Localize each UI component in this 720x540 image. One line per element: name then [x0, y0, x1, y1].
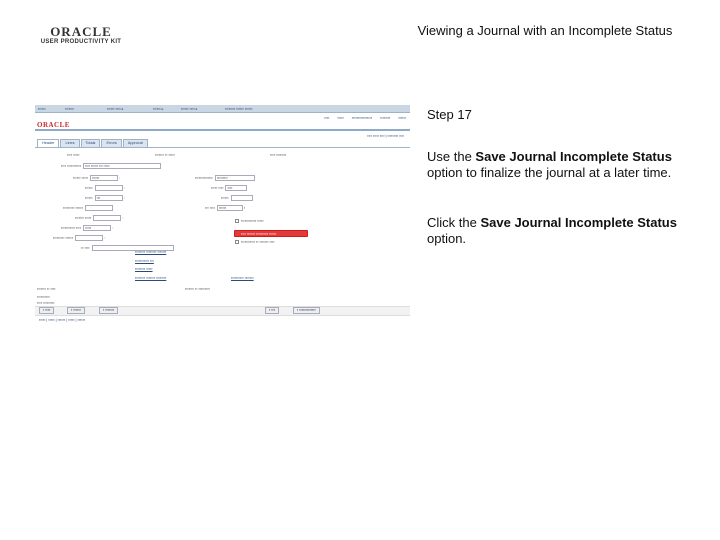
screenshot-add-button: ▪ ▪▪▪ [265, 307, 279, 314]
logo-subtitle: USER PRODUCTIVITY KIT [40, 39, 122, 45]
checkbox-auto-generate-lines: ▪▪▪▪▪▪▪▪▪▪▪▪ ▪▪▪▪▪ [235, 219, 264, 223]
instruction-paragraph-2: Click the Save Journal Incomplete Status option. [427, 215, 677, 246]
screenshot-save-button: ▪ ▪▪▪▪ [39, 307, 54, 314]
screenshot-nav-bar: ▪▪▪▪▪▪ ▪▪▪▪▪▪▪ ▪▪▪▪▪▪ ▪▪▪▪ ▸ ▪▪▪▪▪▪ ▸ ▪▪▪▪▪▪ ▪▪▪▪ ▸ ▪▪▪▪▪▪▪▪ ▪▪▪▪▪▪ ▪▪▪▪▪▪ [35, 105, 410, 113]
instruction-paragraph-1: Use the Save Journal Incomplete Status option to finalize the journal at a later time. [427, 149, 672, 180]
link-commitment-control: ▪▪▪▪▪▪▪▪▪▪ ▪▪▪▪▪▪▪ [231, 276, 254, 280]
screenshot-tab-rule [35, 147, 410, 148]
page-title: Viewing a Journal with an Incomplete Status [417, 23, 673, 38]
save-journal-incomplete-status-option[interactable]: ▪▪▪▪ ▪▪▪▪▪▪▪ ▪▪▪▪▪▪▪▪▪▪ ▪▪▪▪▪▪ [234, 230, 308, 237]
field-ledger: ▪▪▪▪▪▪ ◦ [85, 185, 125, 190]
screenshot-button-bar [35, 306, 410, 316]
tab-lines: Lines [60, 139, 79, 147]
field-unit: ▪▪▪▪ ▪▪▪▪▪ [67, 153, 80, 157]
screenshot-notify-button: ▪ ▪▪▪▪▪▪ [67, 307, 85, 314]
instruction-2-emphasis: Save Journal Incomplete Status [480, 215, 677, 230]
field-sj-type: ▪▪ ▪▪▪▪ [81, 245, 174, 251]
logo-wordmark: ORACLE [50, 24, 112, 39]
field-journal-class: ▪▪▪▪▪▪▪ ▪▪▪▪▪ ◦ [75, 215, 124, 220]
screenshot-refresh-button: ▪ ▪▪▪▪▪▪▪ [99, 307, 118, 314]
field-source: ▪▪▪▪▪▪ ▪▪▪ ◦ [85, 195, 125, 200]
tab-header: Header [37, 139, 59, 147]
field-entered-by: ▪▪▪▪▪▪▪ ▪▪ ▪▪▪▪ [37, 287, 56, 291]
link-attachments: ▪▪▪▪▪▪▪▪▪▪▪ ▪▪▪ [135, 259, 154, 263]
step-label: Step 17 [427, 107, 472, 122]
checkbox-autoreverse: ▪▪▪▪▪▪▪▪▪▪▪ ▪▪ ▪▪▪▪▪▪▪ ▪▪▪▪ [235, 240, 275, 244]
field-entered-on: ▪▪▪▪▪▪▪ ▪▪ ▪▪▪▪▪▪▪▪▪ [185, 287, 210, 291]
screenshot-oracle-logo: ORACLE [37, 121, 70, 129]
field-reference-number: ▪▪▪▪▪▪▪▪▪ ▪▪▪▪▪▪ [63, 205, 113, 211]
field-long-description: ▪▪▪▪ ▪▪▪▪▪▪▪▪▪▪▪ ▪▪▪▪ ▪▪▪▪▪▪ ▪▪▪ ▪▪▪▪▪ [61, 163, 161, 169]
field-last-updated: ▪▪▪▪ ▪▪▪▪▪▪▪▪▪ [37, 301, 55, 305]
field-accounting-date: ▪▪▪▪▪▪▪▪▪▪▪▪▪▪ ▪▪▪▪▪▪▪▪▪ [195, 175, 255, 181]
tab-totals: Totals [81, 139, 101, 147]
link-currency-defaults: ▪▪▪▪▪▪▪▪ ▪▪▪▪▪▪▪▪ ▪▪▪▪▪▪▪ [135, 250, 167, 254]
field-adjusting-entry: ▪▪▪▪▪▪▪▪▪ ▪▪▪▪▪▪ ◦ [53, 235, 106, 240]
tab-approval: Approval [123, 139, 148, 147]
oracle-upk-logo [36, 26, 126, 45]
field-date: ▪▪▪▪ ▪▪▪▪▪▪▪▪ [270, 153, 287, 157]
screenshot-bottom-links: ▪▪▪▪▪ | ▪▪▪▪▪ | ▪▪▪▪▪▪ | ▪▪▪▪▪ | ▪▪▪▪▪▪ [39, 318, 86, 322]
screenshot-top-links: ▪▪▪▪ ▪▪▪▪▪ ▪▪▪▪▪▪▪▪▪▪▪▪▪▪▪▪ ▪▪▪▪▪▪▪▪ ▪▪▪▪▪▪ [324, 116, 406, 120]
field-ledger-group: ▪▪▪▪▪▪ ▪▪▪▪▪ ▪▪▪▪▪▪ ◦ [73, 175, 121, 180]
link-reversal: ▪▪▪▪▪▪▪▪ ▪▪▪▪▪ [135, 267, 153, 271]
field-period: ▪▪▪▪▪▪ [221, 195, 253, 201]
tab-errors: Errors [101, 139, 121, 147]
field-adb-date: ▪▪▪ ▪▪▪▪ ▪▪▪▪▪▪ ▪ [205, 205, 246, 210]
screenshot-page-links: ▪▪▪▪ ▪▪▪▪▪ ▪▪▪▪ | ▪▪▪▪▪▪▪▪▪ ▪▪▪▪ [367, 134, 404, 138]
field-reference: ▪▪▪▪▪▪▪▪▪▪ [37, 295, 50, 299]
screenshot-tabs [37, 139, 149, 147]
instruction-1-emphasis: Save Journal Incomplete Status [475, 149, 672, 164]
link-previous-entries: ▪▪▪▪▪▪▪▪ ▪▪▪▪▪▪▪ ▪▪▪▪▪▪▪▪ [135, 276, 167, 280]
screenshot-header-rule [35, 129, 410, 131]
field-transaction-code: ▪▪▪▪▪▪▪▪▪▪▪ ▪▪▪▪ ▪▪▪▪▪ ◦ [61, 225, 114, 230]
field-fiscal-year: ▪▪▪▪▪ ▪▪▪▪ ▪▪▪▪ [211, 185, 247, 191]
field-journal-id: ▪▪▪▪▪▪▪ ▪▪ ▪▪▪▪▪ [155, 153, 175, 157]
application-screenshot [35, 105, 410, 327]
screenshot-update-display-button: ▪ ▪▪▪▪▪▪▪▪▪▪▪▪▪ [293, 307, 320, 314]
